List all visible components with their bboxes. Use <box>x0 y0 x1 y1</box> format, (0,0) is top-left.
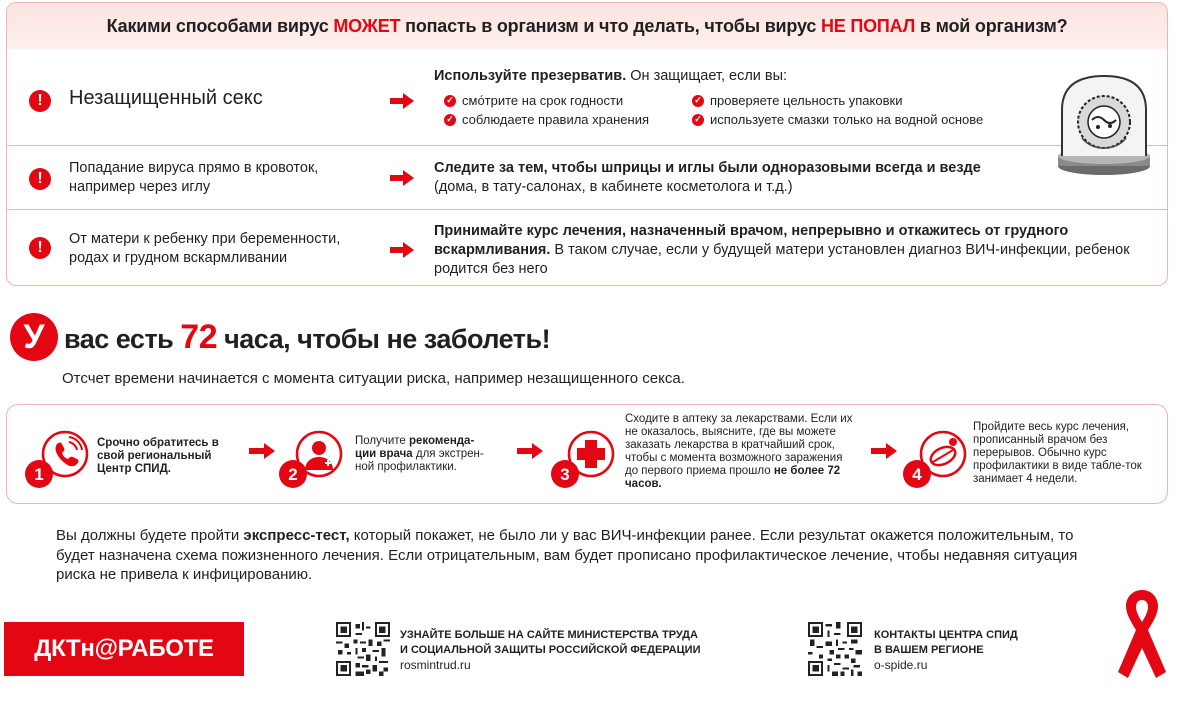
risk-title: От матери к ребенку при беременности, родах и грудном вскармливании <box>69 231 341 266</box>
header-highlight-may: МОЖЕТ <box>333 15 401 36</box>
arrow-right-icon <box>249 443 275 459</box>
svg-text:2: 2 <box>288 465 298 484</box>
arrow-right-icon <box>390 242 414 258</box>
step-text: Срочно обратитесь в свой региональный Центр СПИД. <box>97 437 219 475</box>
check-icon: ✓ <box>692 114 704 126</box>
steps-card <box>6 404 1168 504</box>
arrow-right-icon <box>390 93 414 109</box>
prevention-card <box>6 2 1168 286</box>
svg-text:3: 3 <box>560 465 570 484</box>
risk-title: Незащищенный секс <box>69 87 263 109</box>
check-icon: ✓ <box>444 95 456 107</box>
risk-row-sex <box>7 49 1167 145</box>
risk-title: Попадание вируса прямо в кровоток, например через иглу <box>69 160 319 195</box>
arrow-right-icon <box>517 443 543 459</box>
card-header <box>7 3 1167 49</box>
virus-jar-illustration <box>1052 70 1156 178</box>
qr-code[interactable] <box>808 622 862 676</box>
brand-logo: ДКТн@РАБОТЕ <box>4 622 244 676</box>
check-item: ✓ соблюдаете правила хранения <box>444 112 692 127</box>
check-item: ✓ используете смазки только на водной основе <box>692 112 1022 127</box>
exclamation-icon: ! <box>29 90 51 112</box>
doctor-icon <box>275 426 343 490</box>
qr-code[interactable] <box>336 622 390 676</box>
check-list <box>444 93 1044 127</box>
pills-icon <box>899 426 967 490</box>
risk-row-mother <box>7 209 1167 286</box>
ministry-contact: УЗНАЙТЕ БОЛЬШЕ НА САЙТЕ МИНИСТЕРСТВА ТРУДА И СОЦИАЛЬНОЙ ЗАЩИТЫ РОССИЙСКОЙ ФЕДЕРАЦИИ rosmintrud.ru <box>400 629 701 672</box>
hours-heading <box>10 312 550 362</box>
header-text: Какими способами вирус МОЖЕТ попасть в организм и что делать, чтобы вирус НЕ ПОПАЛ в мой организм? <box>106 15 1068 36</box>
arrow-right-icon <box>390 170 414 186</box>
aids-center-contact: КОНТАКТЫ ЦЕНТРА СПИД В ВАШЕМ РЕГИОНЕ o-spide.ru <box>874 629 1018 672</box>
check-item: ✓ смо́трите на срок годности <box>444 93 692 108</box>
check-icon: ✓ <box>444 114 456 126</box>
check-icon: ✓ <box>692 95 704 107</box>
hours-title: вас есть 72 часа, чтобы не заболеть! <box>64 317 551 356</box>
step-text: Сходите в аптеку за лекарствами. Если их не оказалось, выясните, где вы можете заказать лекарства в кратчайший срок, чтобы с момента возможного заражения до первого приема прошло не более 72 часов. <box>625 413 853 490</box>
header-highlight-not: НЕ ПОПАЛ <box>820 15 916 36</box>
phone-icon <box>21 426 89 490</box>
svg-text:1: 1 <box>34 465 44 484</box>
svg-text:4: 4 <box>912 465 922 484</box>
exclamation-icon: ! <box>29 168 51 190</box>
risk-row-blood <box>7 145 1167 209</box>
ministry-link[interactable]: rosmintrud.ru <box>400 658 471 672</box>
pharmacy-cross-icon <box>547 426 615 490</box>
aids-center-link[interactable]: o-spide.ru <box>874 658 928 672</box>
red-ribbon-icon <box>1112 586 1172 682</box>
u-letter-badge: У <box>10 313 58 361</box>
step-text: Пройдите весь курс лечения, прописанный врачом без перерывов. Обычно курс профилактики в виде табле-ток занимает 4 недели. <box>973 421 1142 485</box>
express-test-paragraph: Вы должны будете пройти экспресс-тест, который покажет, не было ли у вас ВИЧ-инфекции ранее. Если результат окажется положительным, то будет назначена схема пожизненного лечения. Если отрицательным, вам будет прописано профилактическое лечение, чтобы недавняя ситуация риска не привела к инфицированию. <box>56 527 1078 583</box>
step-text: Получите рекоменда-ции врача для экстрен-ной профилактики. <box>355 435 484 473</box>
exclamation-icon: ! <box>29 237 51 259</box>
check-item: ✓ проверяете цельность упаковки <box>692 93 1022 108</box>
hours-subtitle: Отсчет времени начинается с момента ситуации риска, например незащищенного секса. <box>62 370 685 387</box>
risk-advice: Используйте презерватив. Он защищает, если вы: <box>434 68 788 84</box>
arrow-right-icon <box>871 443 897 459</box>
risk-advice: Следите за тем, чтобы шприцы и иглы были одноразовыми всегда и везде (дома, в тату-салонах, в кабинете косметолога и т.д.) <box>434 160 981 195</box>
risk-advice: Принимайте курс лечения, назначенный врачом, непрерывно и откажитесь от грудного вскармливания. В таком случае, если у будущей матери установлен диагноз ВИЧ-инфекции, ребенок родится без него <box>434 223 1130 277</box>
